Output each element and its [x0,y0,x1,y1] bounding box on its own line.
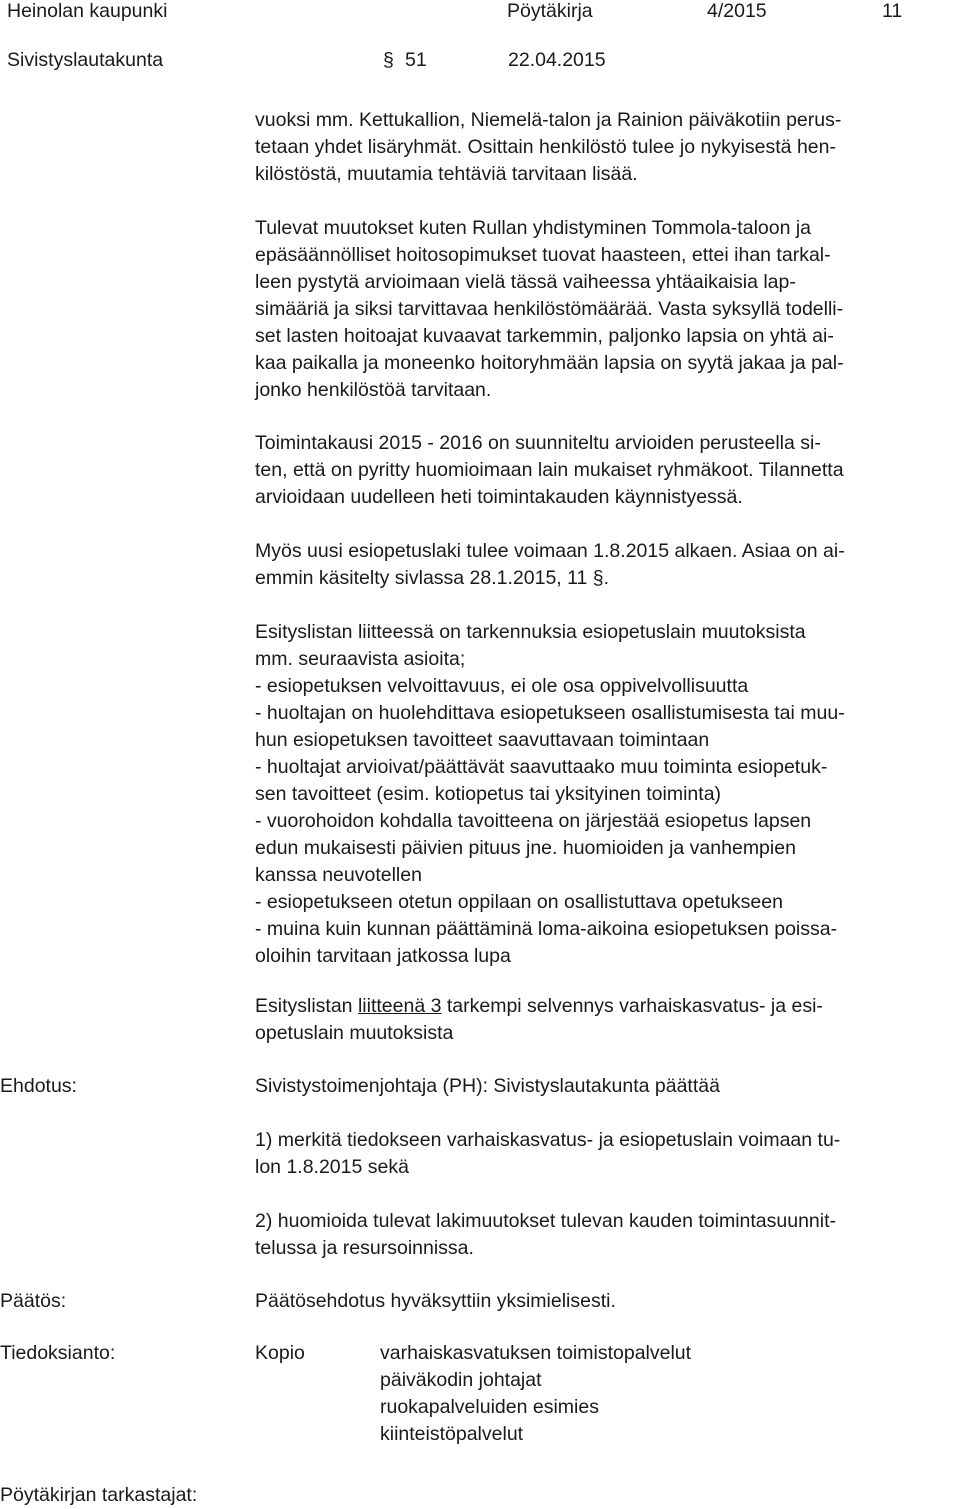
p6-line: opetuslain muutoksista [255,1022,454,1044]
p2-line: kaa paikalla ja moneenko hoitoryhmään lapsia on syytä jakaa ja pal- [255,352,844,374]
ehdotus-line: 1) merkitä tiedokseen varhaiskasvatus- ja esiopetuslain voimaan tu- [255,1129,841,1151]
committee-name: Sivistyslautakunta [7,49,164,71]
p5-line: hun esiopetuksen tavoitteet saavuttavaan toimintaan [255,729,710,751]
paatos-label: Päätös: [0,1290,67,1312]
p6-text-post: tarkempi selvennys varhaiskasvatus- ja esi- [441,995,823,1017]
p2-line: leen pystytä arvioimaan vielä tässä vaiheessa yhtäaikaisia lap- [255,271,796,293]
recipient: varhaiskasvatuksen toimistopalvelut [380,1342,692,1364]
p5-line: - esiopetukseen otetun oppilaan on osallistuttava opetukseen [255,891,783,913]
ehdotus-label: Ehdotus: [0,1075,77,1097]
p3-line: ten, että on pyritty huomioimaan lain mukaiset ryhmäkoot. Tilannetta [255,459,844,481]
p5-line: - huoltajan on huolehdittava esiopetukseen osallistumisesta tai muu- [255,702,845,724]
p1-line: kilöstöstä, muutamia tehtäviä tarvitaan lisää. [255,163,638,185]
p6-text-pre: Esityslistan [255,995,358,1017]
p2-line: epäsäännölliset hoitosopimukset tuovat haasteen, ettei ihan tarkal- [255,244,831,266]
kopio-label: Kopio [255,1342,305,1364]
recipient: ruokapalveluiden esimies [380,1396,599,1418]
p5-line: - esiopetuksen velvoittavuus, ei ole osa oppivelvollisuutta [255,675,749,697]
ehdotus-line: 2) huomioida tulevat lakimuutokset tulevan kauden toimintasuunnit- [255,1210,837,1232]
meeting-date: 22.04.2015 [508,49,606,71]
p6-line [255,993,823,1020]
recipient: päiväkodin johtajat [380,1369,542,1391]
ehdotus-line: Sivistystoimenjohtaja (PH): Sivistyslautakunta päättää [255,1075,720,1097]
p3-line: arvioidaan uudelleen heti toimintakauden käynnistyessä. [255,486,743,508]
p2-line: Tulevat muutokset kuten Rullan yhdistyminen Tommola-taloon ja [255,217,812,239]
p2-line: jonko henkilöstöä tarvitaan. [255,379,492,401]
recipient: kiinteistöpalvelut [380,1423,524,1445]
org-name: Heinolan kaupunki [7,0,168,22]
p5-line: sen tavoitteet (esim. kotiopetus tai yksityinen toiminta) [255,783,722,805]
page-number: 11 [882,0,903,22]
p5-line: - muina kuin kunnan päättäminä loma-aikoina esiopetuksen poissa- [255,918,838,940]
section-number: 51 [405,49,427,71]
tiedoksianto-label: Tiedoksianto: [0,1342,116,1364]
doc-type: Pöytäkirja [507,0,593,22]
p4-line: emmin käsitelty sivlassa 28.1.2015, 11 §. [255,567,610,589]
p4-line: Myös uusi esiopetuslaki tulee voimaan 1.8.2015 alkaen. Asiaa on ai- [255,540,845,562]
p3-line: Toimintakausi 2015 - 2016 on suunniteltu arvioiden perusteella si- [255,432,821,454]
p1-line: tetaan yhdet lisäryhmät. Osittain henkilöstö tulee jo nykyisestä hen- [255,136,836,158]
p2-line: set lasten hoitoajat kuvaavat tarkemmin, paljonko lapsia on yhtä ai- [255,325,834,347]
p5-line: - vuorohoidon kohdalla tavoitteena on järjestää esiopetus lapsen [255,810,812,832]
p5-line: kanssa neuvotellen [255,864,422,886]
paatos-text: Päätösehdotus hyväksyttiin yksimielisesti. [255,1290,616,1312]
ehdotus-line: telussa ja resursoinnissa. [255,1237,474,1259]
tarkastajat-label: Pöytäkirjan tarkastajat: [0,1484,198,1506]
p5-line: oloihin tarvitaan jatkossa lupa [255,945,511,967]
p2-line: simääriä ja siksi tarvittavaa henkilöstömäärää. Vasta syksyllä todelli- [255,298,844,320]
ehdotus-line: lon 1.8.2015 sekä [255,1156,409,1178]
attachment-link[interactable]: liitteenä 3 [357,995,442,1017]
doc-number: 4/2015 [707,0,767,22]
p5-line: - huoltajat arvioivat/päättävät saavuttaako muu toiminta esiopetuk- [255,756,828,778]
p5-line: mm. seuraavista asioita; [255,648,466,670]
p5-line: Esityslistan liitteessä on tarkennuksia esiopetuslain muutoksista [255,621,806,643]
section-mark: § [383,49,394,71]
p1-line: vuoksi mm. Kettukallion, Niemelä-talon ja Rainion päiväkotiin perus- [255,109,842,131]
p5-line: edun mukaisesti päivien pituus jne. huomioiden ja vanhempien [255,837,796,859]
